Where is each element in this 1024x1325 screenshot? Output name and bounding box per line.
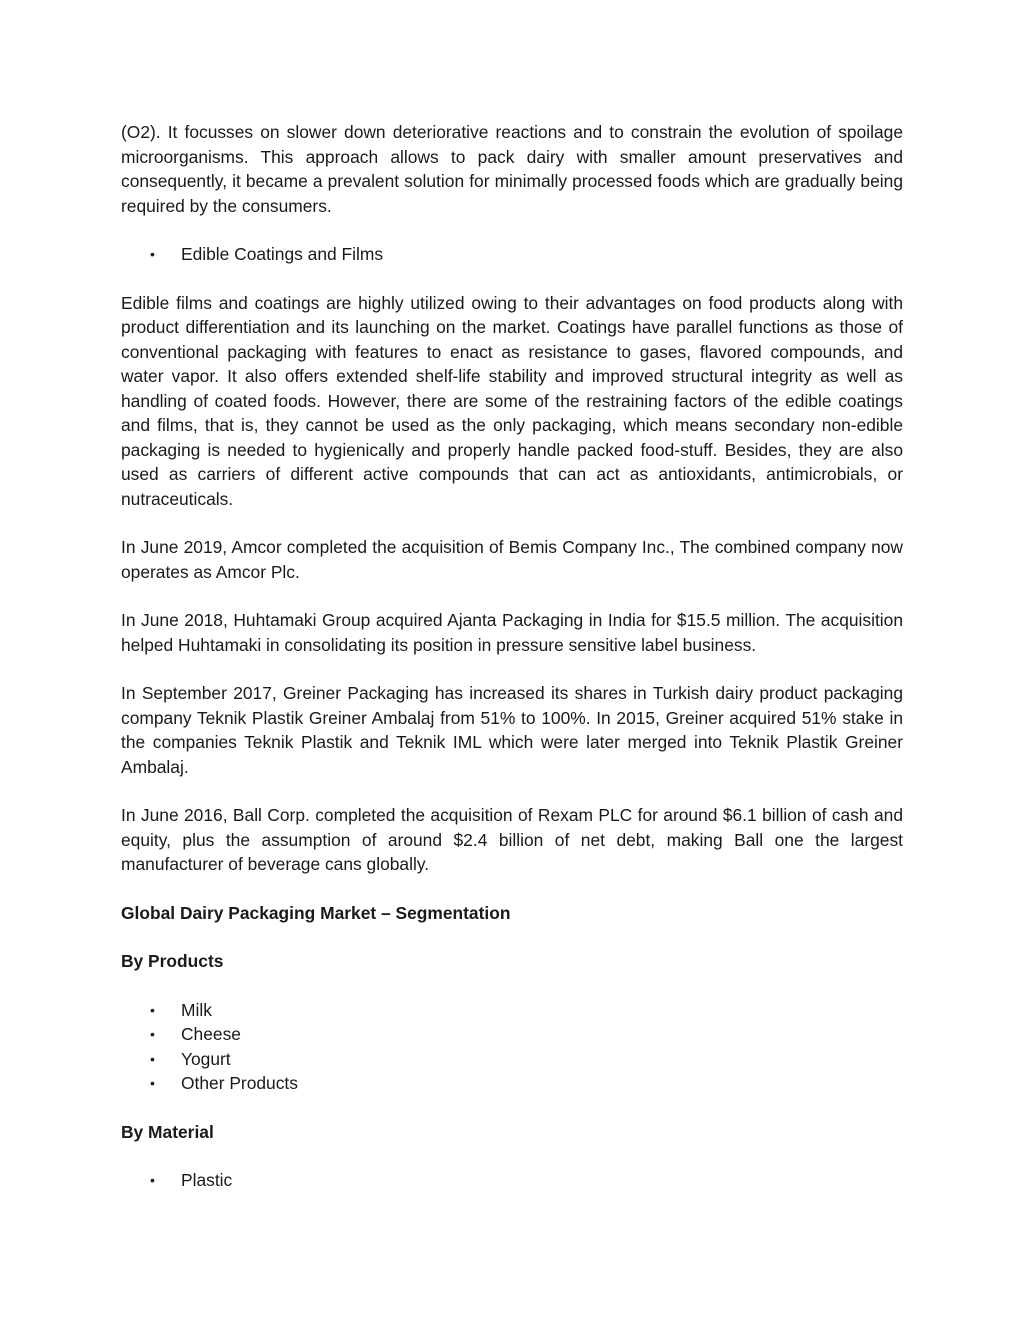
bullet-icon: • <box>150 246 155 262</box>
list-item-plastic <box>121 1168 903 1193</box>
bullet-icon: • <box>150 1026 155 1042</box>
paragraph-greiner: In September 2017, Greiner Packaging has increased its shares in Turkish dairy product packaging company Teknik Plastik Greiner Ambalaj from 51% to 100%. In 2015, Greiner acquired 51% stake in the companies Teknik Plastik and Teknik IML which were later merged into Teknik Plastik Greiner Ambalaj. <box>121 683 903 777</box>
list-item-label: Plastic <box>181 1170 233 1190</box>
heading-by-products: By Products <box>121 951 224 971</box>
bullet-icon: • <box>150 1001 155 1018</box>
heading-segmentation: Global Dairy Packaging Market – Segmentation <box>121 902 511 923</box>
list-item-label: Yogurt <box>181 1048 231 1069</box>
bullet-icon: • <box>150 1075 155 1091</box>
list-item <box>121 242 903 267</box>
heading-by-material: By Material <box>121 1121 214 1142</box>
list-item-yogurt <box>121 1047 903 1072</box>
bullet-list-coatings <box>121 242 903 267</box>
bullet-list-products <box>121 998 903 1096</box>
list-item-label: Edible Coatings and Films <box>181 244 384 264</box>
list-item-cheese <box>121 1022 903 1047</box>
paragraph-modified-atmosphere: (O2). It focusses on slower down deteriorative reactions and to constrain the evolution of spoilage microorganisms. This approach allows to pack dairy with smaller amount preservatives and consequently, it became a prevalent solution for minimally processed foods which are gradually being required by the consumers. <box>121 122 903 216</box>
paragraph-ball-corp: In June 2016, Ball Corp. completed the acquisition of Rexam PLC for around $6.1 billion of cash and equity, plus the assumption of around $2.4 billion of net debt, making Ball one the largest manufacturer of beverage cans globally. <box>121 805 903 874</box>
paragraph-amcor: In June 2019, Amcor completed the acquisition of Bemis Company Inc., The combined company now operates as Amcor Plc. <box>121 537 903 582</box>
document-page <box>121 120 903 1217</box>
list-item-other-products <box>121 1071 903 1096</box>
list-item-label: Other Products <box>181 1073 298 1093</box>
paragraph-huhtamaki: In June 2018, Huhtamaki Group acquired Ajanta Packaging in India for $15.5 million. The acquisition helped Huhtamaki in consolidating its position in pressure sensitive label business. <box>121 610 903 655</box>
list-item-milk <box>121 998 903 1023</box>
bullet-icon: • <box>150 1050 155 1067</box>
bullet-list-materials <box>121 1168 903 1193</box>
paragraph-edible-coatings: Edible films and coatings are highly utilized owing to their advantages on food products along with product differentiation and its launching on the market. Coatings have parallel functions as those of conventional packaging with features to enact as resistance to gases, flavored compounds, and water vapor. It also offers extended shelf-life stability and improved structural integrity as well as handling of coated foods. However, there are some of the restraining factors of the edible coatings and films, that is, they cannot be used as the only packaging, which means secondary non-edible packaging is needed to hygienically and properly handle packed food-stuff. Besides, they are also used as carriers of different active compounds that can act as antioxidants, antimicrobials, or nutraceuticals. <box>121 292 903 509</box>
bullet-icon: • <box>150 1172 155 1188</box>
list-item-label: Milk <box>181 999 212 1020</box>
list-item-label: Cheese <box>181 1024 241 1044</box>
